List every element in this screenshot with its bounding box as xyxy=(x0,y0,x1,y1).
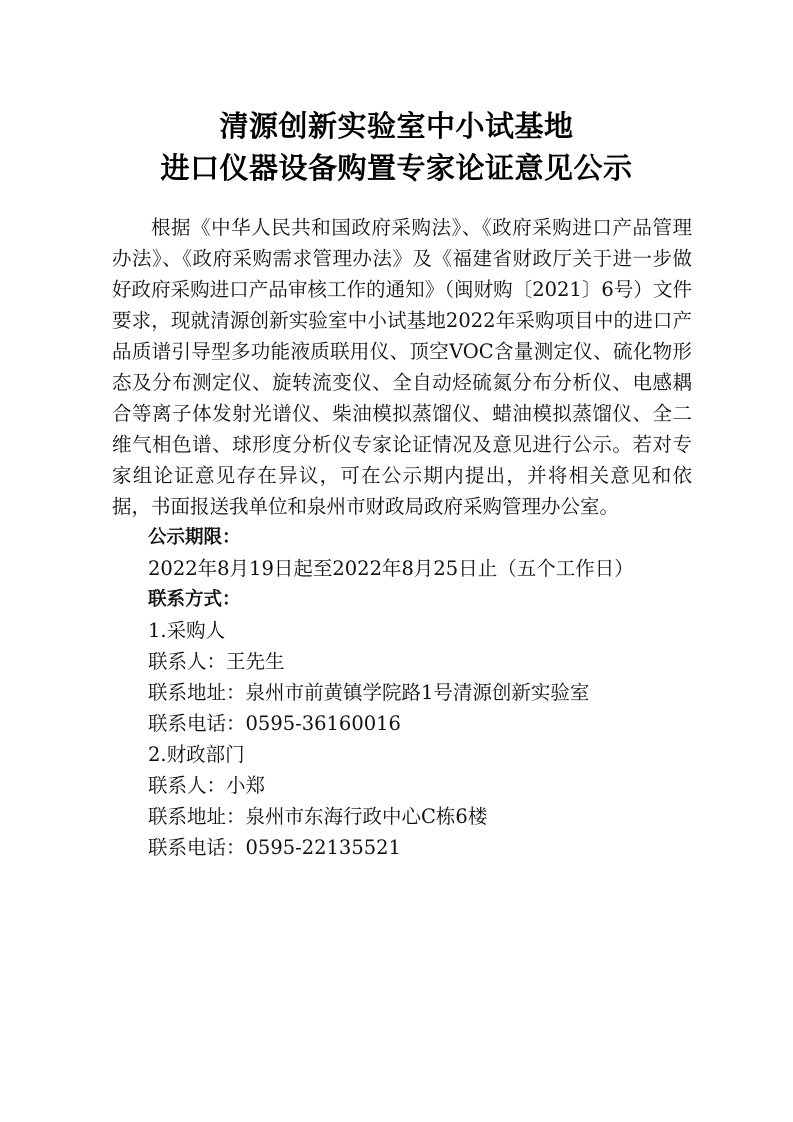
finance-heading: 2.财政部门 xyxy=(148,743,245,766)
finance-contact-person: 联系人：小郑 xyxy=(148,774,266,797)
contact-heading: 联系方式： xyxy=(148,589,241,610)
document-title-line-2: 进口仪器设备购置专家论证意见公示 xyxy=(160,151,633,185)
period-heading: 公示期限： xyxy=(148,527,241,548)
purchaser-heading: 1.采购人 xyxy=(148,619,226,642)
document-title-line-1: 清源创新实验室中小试基地 xyxy=(219,109,574,143)
finance-contact-address: 联系地址：泉州市东海行政中心C栋6楼 xyxy=(148,805,488,828)
finance-contact-phone: 联系电话：0595-22135521 xyxy=(148,836,401,859)
document-body xyxy=(112,212,692,863)
intro-paragraph: 根据《中华人民共和国政府采购法》、《政府采购进口产品管理办法》、《政府采购需求管理办法》及《福建省财政厅关于进一步做好政府采购进口产品审核工作的通知》（闽财购〔2021〕6号）文件要求，现就清源创新实验室中小试基地2022年采购项目中的进口产品质谱引导型多功能液质联用仪、顶空VOC含量测定仪、硫化物形态及分布测定仪、旋转流变仪、全自动烃硫氮分布分析仪、电感耦合等离子体发射光谱仪、柴油模拟蒸馏仪、蜡油模拟蒸馏仪、全二维气相色谱、球形度分析仪专家论证情况及意见进行公示。若对专家组论证意见存在异议，可在公示期内提出，并将相关意见和依据，书面报送我单位和泉州市财政局政府采购管理办公室。 xyxy=(112,216,692,518)
purchaser-contact-address: 联系地址：泉州市前黄镇学院路1号清源创新实验室 xyxy=(148,681,590,704)
purchaser-contact-phone: 联系电话：0595-36160016 xyxy=(148,712,401,735)
period-text: 2022年8月19日起至2022年8月25日止（五个工作日） xyxy=(148,557,634,580)
purchaser-contact-person: 联系人：王先生 xyxy=(148,650,285,673)
